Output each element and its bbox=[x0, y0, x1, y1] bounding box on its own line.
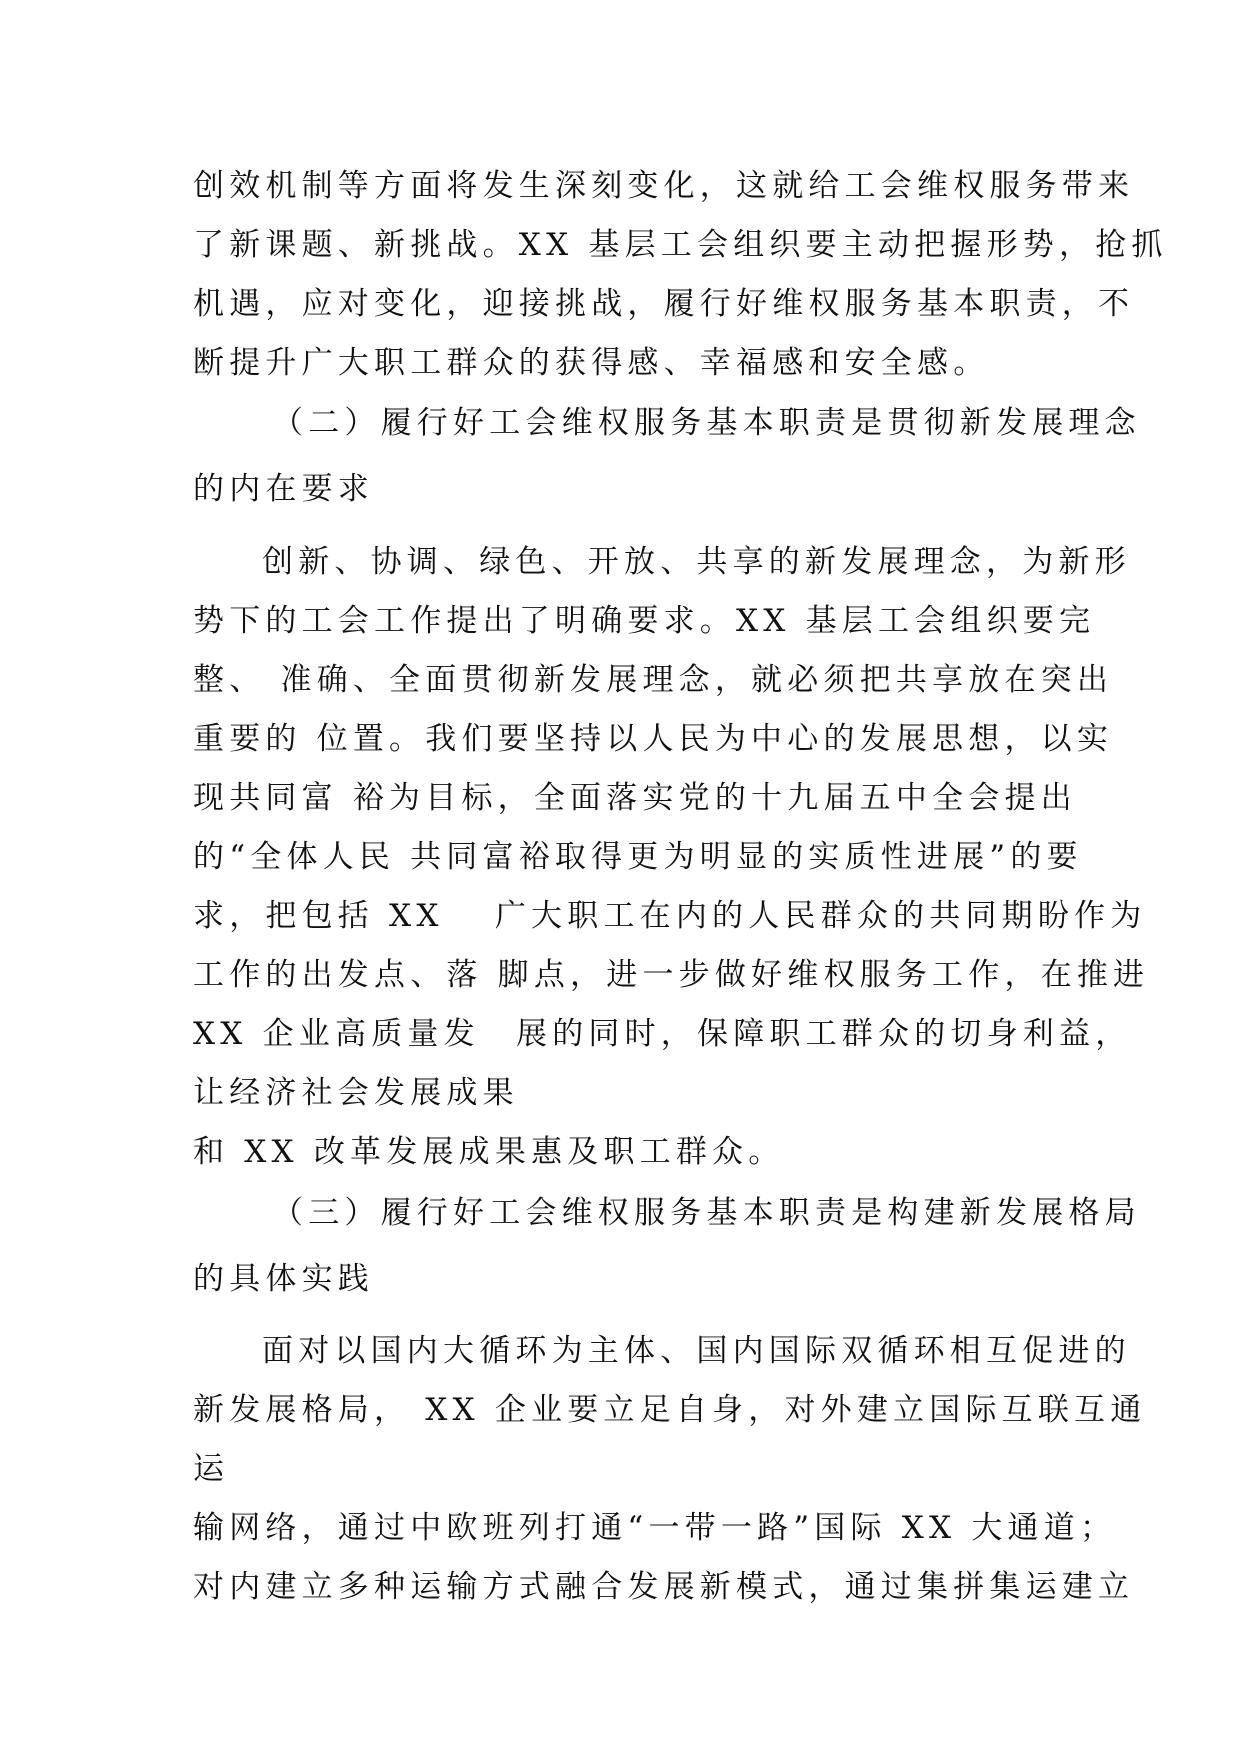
body-line-3: 机遇，应对变化，迎接挑战，履行好维权服务基本职责，不 bbox=[193, 286, 1135, 322]
body-line-14: 让经济社会发展成果 bbox=[193, 1075, 519, 1111]
body-line-6: 势下的工会工作提出了明确要求。XX 基层工会组织要完 bbox=[193, 603, 1096, 639]
body-line-17: 新发展格局， XX 企业要立足自身，对外建立国际互联互通 bbox=[193, 1392, 1147, 1428]
body-line-18: 运 bbox=[193, 1451, 230, 1487]
body-line-19: 输网络，通过中欧班列打通“一带一路”国际 XX 大通道； bbox=[193, 1510, 1117, 1546]
body-line-4: 断提升广大职工群众的获得感、幸福感和安全感。 bbox=[193, 345, 990, 381]
body-line-20: 对内建立多种运输方式融合发展新模式，通过集拼集运建立 bbox=[193, 1569, 1135, 1605]
body-line-9: 现共同富 裕为目标，全面落实党的十九届五中全会提出 bbox=[193, 780, 1077, 816]
body-line-8: 重要的 位置。我们要坚持以人民为中心的发展思想，以实 bbox=[193, 721, 1114, 757]
body-line-13: XX 企业高质量发 展的同时，保障职工群众的切身利益， bbox=[193, 1016, 1132, 1052]
body-line-1: 创效机制等方面将发生深刻变化，这就给工会维权服务带来 bbox=[193, 168, 1135, 204]
section-heading-3-cont: 的具体实践 bbox=[193, 1261, 374, 1297]
section-heading-2-cont: 的内在要求 bbox=[193, 471, 374, 507]
body-line-10: 的“全体人民 共同富裕取得更为明显的实质性进展”的要 bbox=[193, 839, 1083, 875]
section-heading-3: （三）履行好工会维权服务基本职责是构建新发展格局 bbox=[272, 1195, 1141, 1231]
body-line-2: 了新课题、新挑战。XX 基层工会组织要主动把握形势，抢抓 bbox=[193, 227, 1168, 263]
body-line-16: 面对以国内大循环为主体、国内国际双循环相互促进的 bbox=[262, 1333, 1131, 1369]
body-line-11: 求，把包括 XX 广大职工在内的人民群众的共同期盼作为 bbox=[193, 898, 1147, 934]
section-heading-2: （二）履行好工会维权服务基本职责是贯彻新发展理念 bbox=[272, 405, 1141, 441]
body-line-12: 工作的出发点、落 脚点，进一步做好维权服务工作，在推进 bbox=[193, 957, 1150, 993]
body-line-5: 创新、协调、绿色、开放、共享的新发展理念，为新形 bbox=[262, 544, 1131, 580]
body-line-7: 整、 准确、全面贯彻新发展理念，就必须把共享放在突出 bbox=[193, 662, 1114, 698]
body-line-15: 和 XX 改革发展成果惠及职工群众。 bbox=[193, 1134, 785, 1170]
